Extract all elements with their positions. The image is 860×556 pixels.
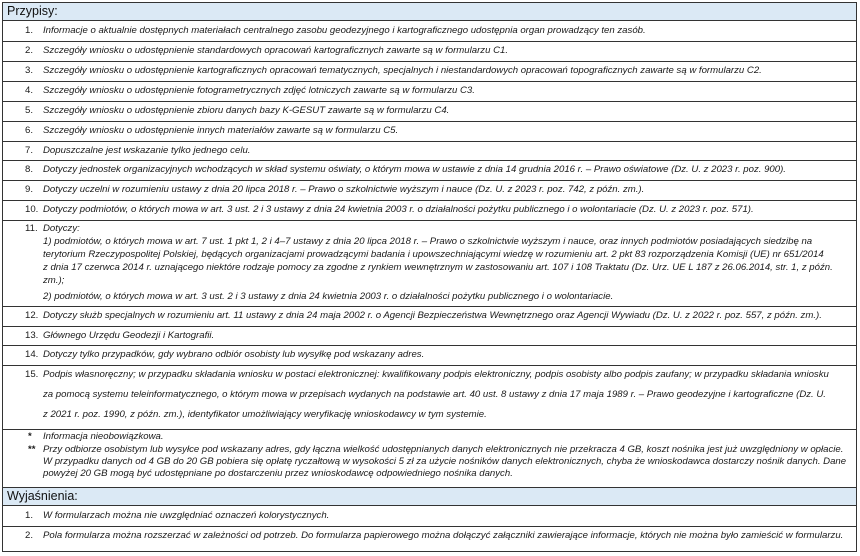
item-text: 1) podmiotów, o których mowa w art. 7 ust. 1 pkt 1, 2 i 4–7 ustawy z dnia 20 lipca 2018 r. – Prawo o szkolnictwie wyższym i nauce, oraz innych podmiotów posiadających siedzibę na — [43, 236, 813, 247]
item-text: Pola formularza można rozszerzać w zależności od potrzeb. Do formularza papierowego można dołączyć załączniki zawierające informacje, których nie można było zamieścić w formularzu. — [43, 530, 844, 541]
footnote-number: 5. — [25, 105, 34, 116]
wyjasnienia-list — [3, 506, 856, 552]
footnote-item — [3, 365, 856, 430]
item-text: Informacje o aktualnie dostępnych materiałach centralnego zasobu geodezyjnego i kartograficznego udostępnia organ prowadzący ten zasób. — [43, 25, 646, 36]
footnote-number: 9. — [25, 184, 34, 195]
item-text: Podpis własnoręczny; w przypadku składania wniosku w postaci elektronicznej: kwalifikowany podpis elektroniczny, podpis osobisty albo podpis zaufany; w przypadku składania wniosku — [43, 369, 829, 380]
footnote-number: 6. — [25, 125, 34, 136]
footnote-item — [3, 101, 856, 122]
item-text: Dotyczy: — [43, 223, 80, 234]
wyjasnienia-header: Wyjaśnienia: — [3, 487, 856, 506]
item-text: powyżej 20 GB mogą być udostępniane po dostarczeniu przez wnioskodawcę odpowiedniego nośnika danych. — [43, 468, 513, 479]
explanation-item — [3, 506, 856, 527]
footnote-number: 13. — [25, 329, 39, 341]
item-text: Dotyczy tylko przypadków, gdy wybrano odbiór osobisty lub wysyłkę pod wskazany adres. — [43, 349, 425, 360]
item-text: Dotyczy podmiotów, o których mowa w art. 3 ust. 2 i 3 ustawy z dnia 24 kwietnia 2003 r. o działalności pożytku publicznego i o wolontariacie (Dz. U. z 2023 r. poz. 571). — [43, 204, 754, 215]
przypisy-header: Przypisy: — [3, 3, 856, 21]
footnote-number: 11. — [25, 223, 38, 234]
item-text: Szczegóły wniosku o udostępnienie innych materiałów zawarte są w formularzu C5. — [43, 125, 399, 136]
form-notes-frame — [2, 2, 857, 552]
asterisk-marker: ** — [28, 444, 36, 455]
item-text: W formularzach można nie uwzględniać oznaczeń kolorystycznych. — [43, 510, 330, 521]
footnote-number: 12. — [25, 310, 39, 321]
item-text: Dotyczy służb specjalnych w rozumieniu art. 11 ustawy z dnia 24 maja 2002 r. o Agencji Bezpieczeństwa Wewnętrznego oraz Agencji Wywiadu (Dz. U. z 2022 r. poz. 557, z późn. zm.). — [43, 310, 822, 321]
footnote-item — [3, 180, 856, 201]
footnote-star-note — [3, 444, 856, 480]
footnote-item — [3, 61, 856, 82]
footnote-item — [3, 141, 856, 161]
footnote-item — [3, 160, 856, 181]
footnote-number: 1. — [25, 25, 34, 36]
item-text: z dnia 17 czerwca 2014 r. uznającego niektóre rodzaje pomocy za zgodne z rynkiem wewnętrznym w zastosowaniu art. 107 i 108 Traktatu (Dz. Urz. UE L 187 z 26.06.2014, str. 1, z późn. — [43, 262, 833, 273]
item-text: Dotyczy uczelni w rozumieniu ustawy z dnia 20 lipca 2018 r. – Prawo o szkolnictwie wyższym i nauce (Dz. U. z 2023 r. poz. 742, z późn. zm.). — [43, 184, 645, 195]
footnote-item — [3, 220, 856, 307]
item-text: z 2021 r. poz. 1990, z późn. zm.), identyfikator umożliwiający weryfikację wnioskodawcy w tym systemie. — [43, 409, 487, 420]
item-text: zm.); — [43, 275, 65, 286]
footnote-number: 3. — [25, 65, 34, 76]
footnote-number: 4. — [25, 85, 34, 96]
item-text: Szczegóły wniosku o udostępnienie fotogrametrycznych zdjęć lotniczych zawarte są w formularzu C3. — [43, 85, 475, 96]
item-text: Dotyczy jednostek organizacyjnych wchodzących w skład systemu oświaty, o którym mowa w ustawie z dnia 14 grudnia 2016 r. – Prawo oświatowe (Dz. U. z 2023 r. poz. 900). — [43, 164, 786, 175]
footnote-number: 8. — [25, 164, 34, 175]
item-text: Informacja nieobowiązkowa. — [43, 431, 164, 442]
explanation-item — [3, 526, 856, 546]
item-text: terytorium Rzeczypospolitej Polskiej, będących organizacjami prowadzącymi badania i upowszechniającymi wiedzę w rozumieniu art. 2 pkt 83 rozporządzenia Komisji (UE) nr 651/2014 — [43, 249, 824, 260]
item-text: Przy odbiorze osobistym lub wysyłce pod wskazany adres, gdy łączna wielkość udostępnianych danych elektronicznych nie przekracza 4 GB, koszt nośnika jest już uwzględniony w opłacie. — [43, 444, 844, 455]
footnote-number: 2. — [25, 45, 34, 56]
footnote-item — [3, 306, 856, 327]
footnote-star-note — [3, 431, 856, 443]
item-text: Szczegóły wniosku o udostępnienie zbioru danych bazy K-GESUT zawarte są w formularzu C4. — [43, 105, 450, 116]
footnote-number: 7. — [25, 144, 34, 156]
footnote-item — [3, 345, 856, 366]
item-text: 2) podmiotów, o których mowa w art. 3 ust. 2 i 3 ustawy z dnia 24 kwietnia 2003 r. o działalności pożytku publicznego i o wolontariacie. — [43, 291, 614, 302]
explanation-number: 2. — [25, 530, 34, 541]
footnote-item — [3, 326, 856, 346]
item-text: Dopuszczalne jest wskazanie tylko jednego celu. — [43, 144, 251, 156]
item-text: Głównego Urzędu Geodezji i Kartografii. — [43, 329, 215, 341]
asterisk-marker: * — [28, 431, 32, 442]
item-text: Szczegóły wniosku o udostępnienie kartograficznych opracowań tematycznych, specjalnych i niestandardowych opracowań topograficznych zawarte są w formularzu C2. — [43, 65, 762, 76]
footnote-item — [3, 21, 856, 42]
footnote-item — [3, 81, 856, 102]
item-text: za pomocą systemu teleinformatycznego, o którym mowa w przepisach wydanych na podstawie art. 40 ust. 8 ustawy z dnia 17 maja 1989 r. – Prawo geodezyjne i kartograficzne (Dz. U. — [43, 389, 826, 400]
footnote-item — [3, 121, 856, 142]
item-text: W przypadku danych od 4 GB do 20 GB pobiera się opłatę ryczałtową w wysokości 5 zł za użycie nośników danych elektronicznych, chyba że wnioskodawca dostarczy nośnik danych. Dane — [43, 456, 847, 467]
footnote-item — [3, 41, 856, 62]
item-text: Szczegóły wniosku o udostępnienie standardowych opracowań kartograficznych zawarte są w formularzu C1. — [43, 45, 508, 56]
footnote-number: 10. — [25, 204, 39, 215]
footnote-item — [3, 200, 856, 221]
explanation-number: 1. — [25, 510, 34, 521]
footnote-number: 15. — [25, 369, 39, 380]
footnote-number: 14. — [25, 349, 39, 360]
przypisy-list — [3, 21, 856, 487]
